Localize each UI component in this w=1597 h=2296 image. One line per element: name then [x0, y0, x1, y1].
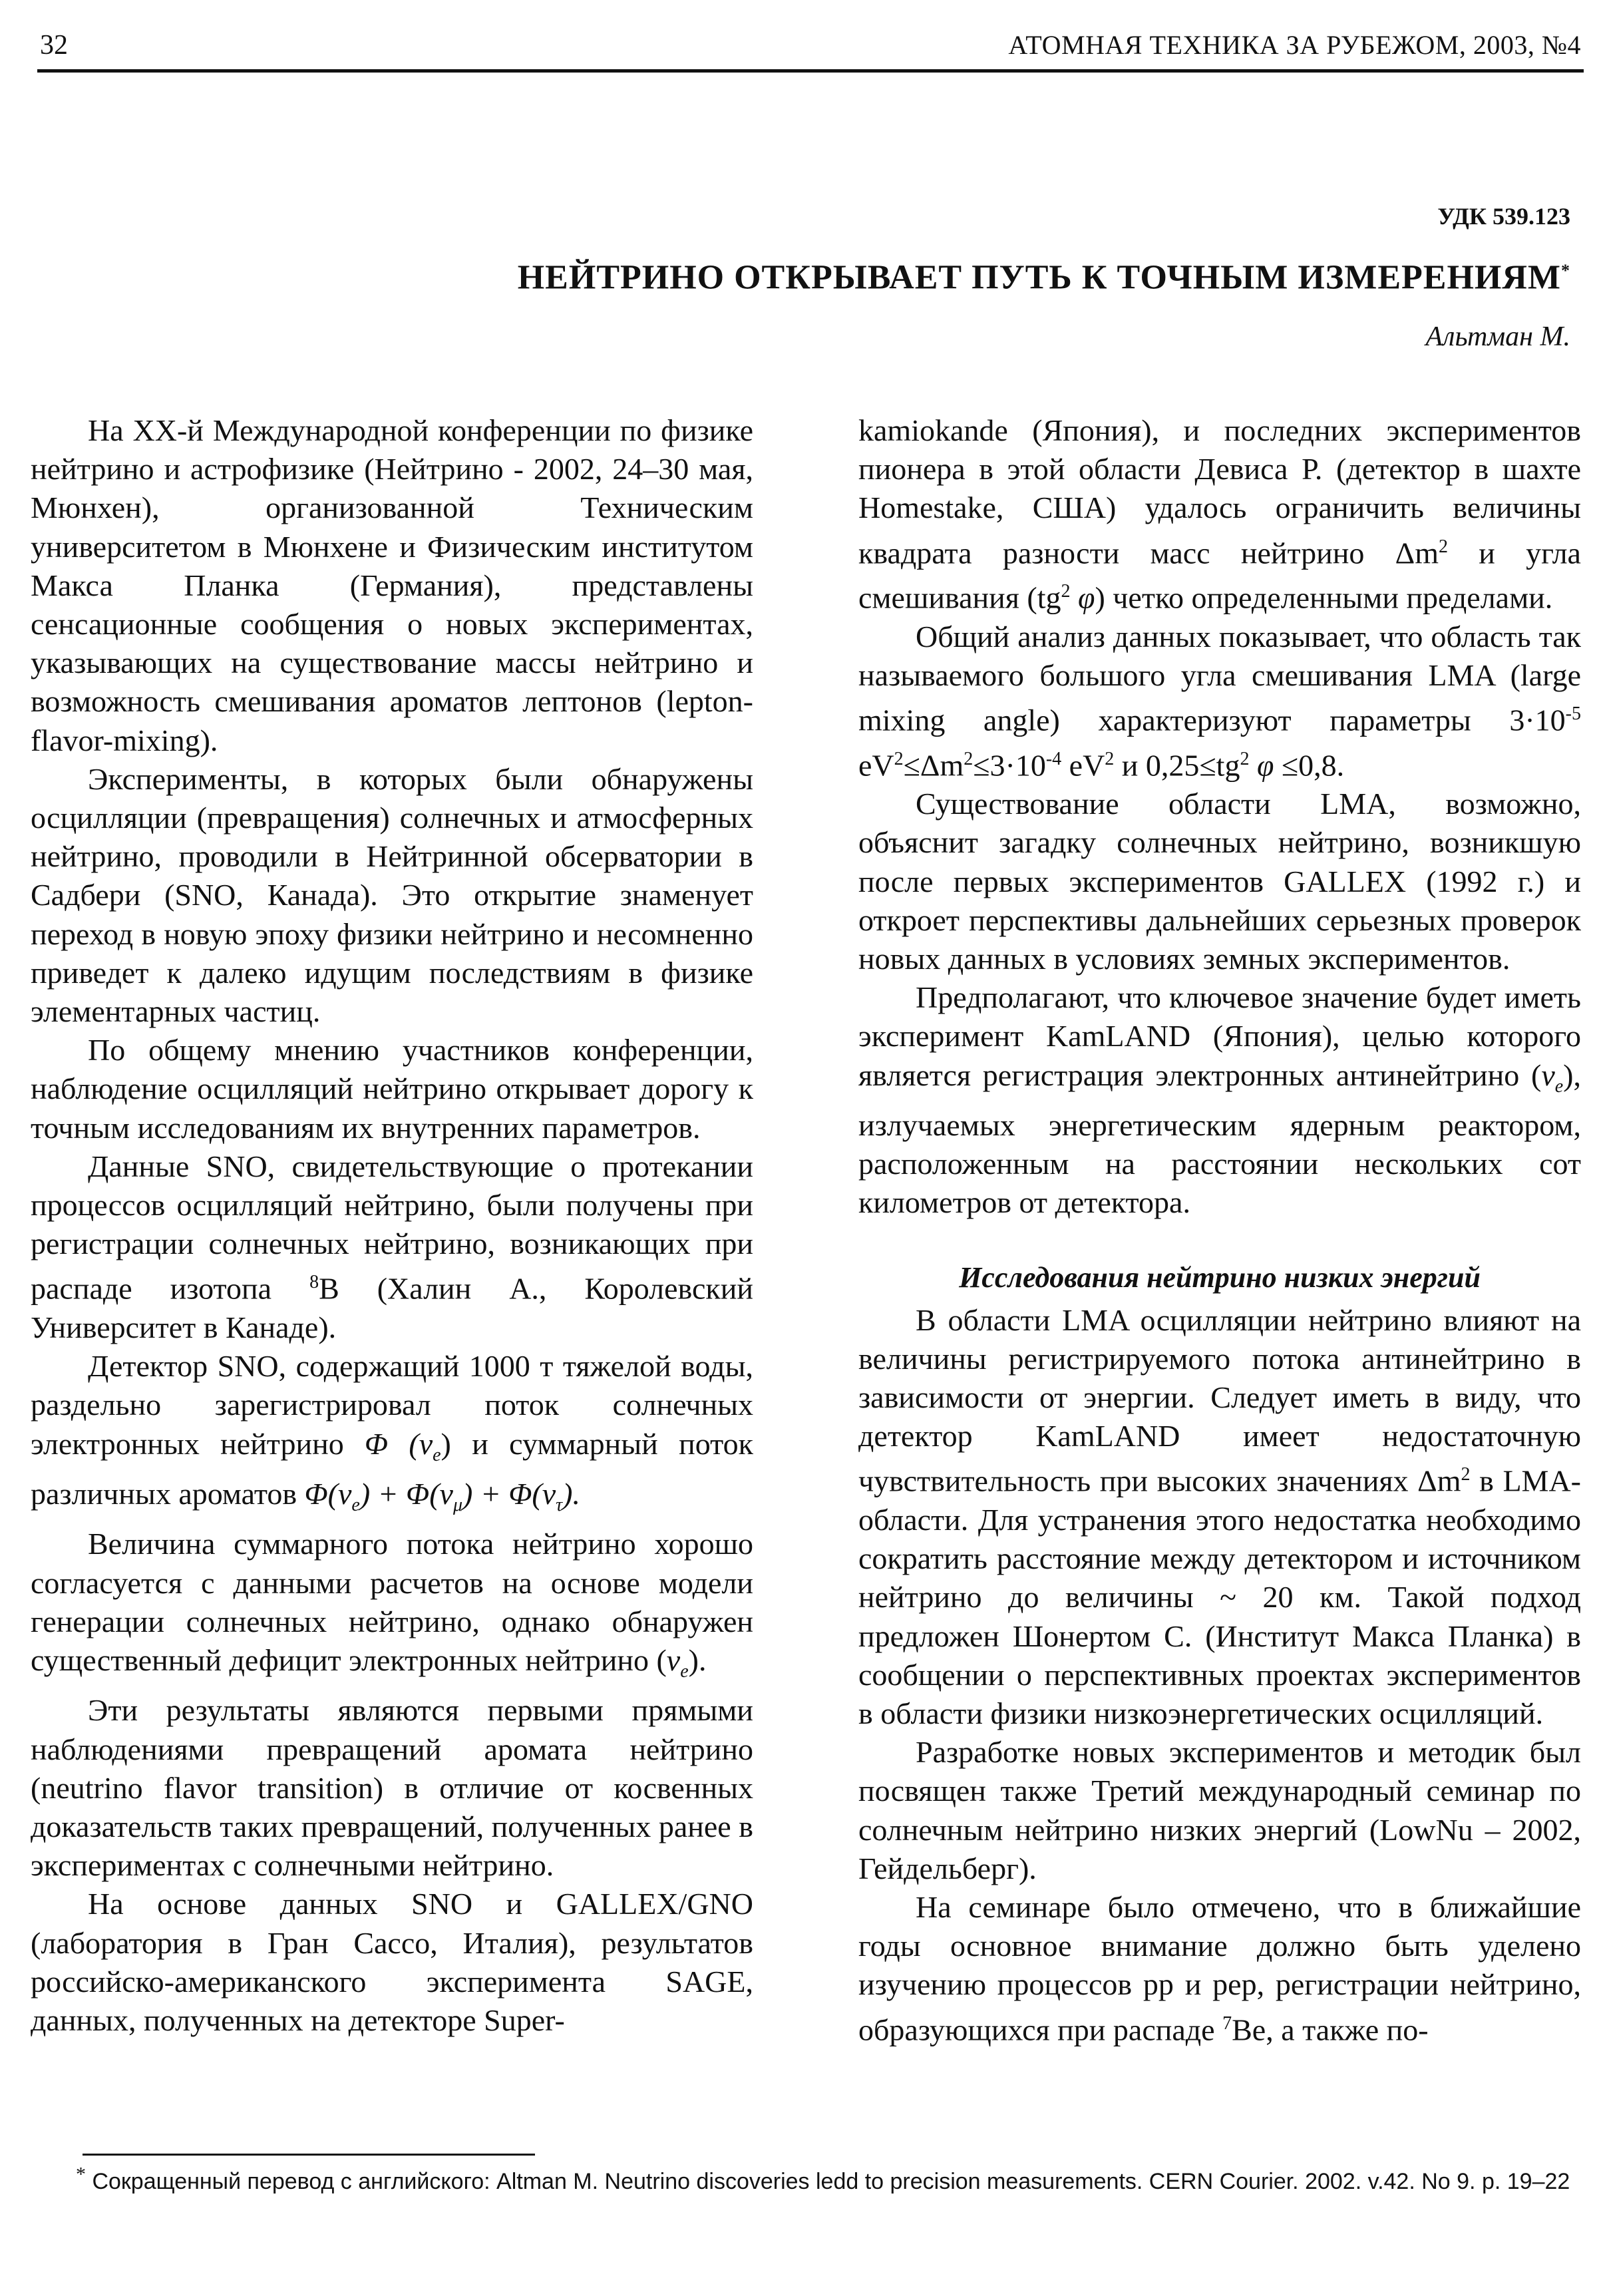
section-heading: Исследования нейтрино низких энергий — [959, 1260, 1481, 1294]
subscript: e — [433, 1444, 441, 1465]
flux-formula: Φ(ν — [304, 1477, 352, 1511]
neutrino-symbol: ν — [666, 1643, 681, 1677]
left-column — [31, 411, 753, 2040]
text-run: и угла смешивания (tg — [858, 535, 1581, 615]
text-run: ). — [688, 1643, 707, 1677]
title-footnote-mark: * — [1561, 261, 1570, 280]
subscript: e — [680, 1661, 689, 1682]
superscript: 2 — [1061, 581, 1071, 602]
angle-symbol: φ — [1070, 580, 1095, 615]
superscript: 2 — [1240, 748, 1250, 769]
paragraph — [31, 1147, 753, 1347]
text-run: ) четко определенными пределами. — [1095, 580, 1553, 615]
footnote-text: Сокращенный перевод с английского: Altman M. Neutrino discoveries ledd to precision measurements. CERN Courier. 2002. v.42. No 9. p. 19–22 — [92, 2169, 1570, 2194]
isotope-mass-number: 8 — [309, 1272, 319, 1293]
article-author: Альтман М. — [1425, 321, 1570, 352]
right-column — [858, 411, 1581, 2049]
text-run: eV — [858, 747, 894, 782]
paragraph: Эти результаты являются первыми прямыми наблюдениями превращений аромата нейтрино (neutrino flavor transition) в отличие от косвенных доказательств таких превращений, полученных ранее в экспериментах с солнечными нейтрино. — [31, 1693, 753, 1883]
text-run: ), излучаемых энергетическим ядерным реактором, расположенным на расстоянии нескольких сот километров от детектора. — [858, 1057, 1581, 1220]
text-run: Величина суммарного потока нейтрино хорошо согласуется с данными расчетов на основе модели генерации солнечных нейтрино, однако обнаружен существенный дефицит электронных нейтрино ( — [31, 1527, 753, 1677]
neutrino-symbol: ν — [1541, 1057, 1555, 1092]
subscript: μ — [452, 1495, 462, 1516]
footnote-mark: * — [76, 2163, 86, 2186]
paragraph — [858, 411, 1581, 618]
text-run: На семинаре было отмечено, что в ближайшие годы основное внимание должно быть уделено изучению процессов pp и pep, регистрации нейтрино, образующихся при распаде — [858, 1889, 1581, 2046]
text-run: ≤Δm — [903, 747, 964, 782]
angle-symbol: φ — [1249, 747, 1274, 782]
subscript: e — [351, 1495, 360, 1516]
superscript: 2 — [964, 748, 974, 769]
paragraph — [858, 978, 1581, 1222]
superscript: 2 — [1461, 1464, 1471, 1485]
paragraph: На XX-й Международной конференции по физике нейтрино и астрофизике (Нейтрино - 2002, 24–30 мая, Мюнхен), организованной Техническим университетом в Мюнхене и Физическим институтом Макса Планка (Германия), представлены сенсационные сообщения о новых экспериментах, указывающих на существование массы нейтрино и возможность смешивания ароматов лептонов (lepton-flavor-mixing). — [31, 413, 753, 757]
article-title — [518, 248, 1570, 301]
superscript: 2 — [1438, 536, 1448, 557]
paragraph — [858, 1888, 1581, 2049]
article-title-text: НЕЙТРИНО ОТКРЫВАЕТ ПУТЬ К ТОЧНЫМ ИЗМЕРЕНИЯМ — [517, 258, 1561, 297]
subscript: e — [1554, 1075, 1564, 1097]
text-run: в LMA-области. Для устранения этого недостатка необходимо сократить расстояние между детектором и источником нейтрино до величины ~ 20 км. Такой подход предложен Шонертом С. (Институт Макса Планка) в сообщении о перспективных проектах экспериментов в области физики низкоэнергетических осцилляций. — [858, 1463, 1581, 1730]
paragraph: Существование области LMA, возможно, объяснит загадку солнечных нейтрино, возникшую после первых экспериментов GALLEX (1992 г.) и откроет перспективы дальнейших серьезных проверок новых данных в условиях земных экспериментов. — [858, 787, 1581, 976]
paragraph — [31, 1347, 753, 1525]
flux-formula: ) + Φ(ν — [359, 1477, 453, 1511]
text-run: Общий анализ данных показывает, что область так называемого большого угла смешивания LMA (large mixing angle) характеризуют параметры 3·10 — [858, 619, 1581, 737]
text-run: eV — [1061, 747, 1105, 782]
paragraph — [858, 618, 1581, 785]
flux-symbol: Φ (ν — [365, 1426, 433, 1461]
text-run: ) и суммарный поток различных ароматов — [31, 1426, 753, 1511]
udk-code: УДК 539.123 — [1437, 203, 1570, 230]
footnote-divider — [83, 2154, 535, 2156]
page-header — [40, 25, 1581, 65]
header-divider — [37, 69, 1584, 73]
subscript: τ — [556, 1495, 563, 1516]
page-number: 32 — [40, 30, 68, 61]
text-run: Данные SNO, свидетельствующие о протекании процессов осцилляций нейтрино, были получены при регистрации солнечных нейтрино, возникающих при распаде изотопа — [31, 1149, 753, 1306]
flux-formula: ) + Φ(ν — [462, 1477, 556, 1511]
paragraph: Эксперименты, в которых были обнаружены осцилляции (превращения) солнечных и атмосферных нейтрино, проводили в Нейтринной обсерватории в Садбери (SNO, Канада). Это открытие знаменует переход в новую эпоху физики нейтрино и несомненно приведет к далеко идущим последствиям в физике элементарных частиц. — [31, 761, 753, 1029]
paragraph: Разработке новых экспериментов и методик был посвящен также Третий международный семинар по солнечным нейтрино низких энергий (LowNu – 2002, Гейдельберг). — [858, 1735, 1581, 1885]
text-run: В области LMA осцилляции нейтрино влияют на величины регистрируемого потока антинейтрино в зависимости от энергии. Следует иметь в виду, что детектор KamLAND имеет недостаточную чувствительность при высоких значениях Δm — [858, 1302, 1581, 1498]
isotope-mass-number: 7 — [1222, 2012, 1232, 2034]
superscript: 2 — [894, 748, 904, 769]
paragraph: На основе данных SNO и GALLEX/GNO (лаборатория в Гран Сассо, Италия), результатов российско-американского эксперимента SAGE, данных, полученных на детекторе Super- — [31, 1887, 753, 2038]
superscript: -4 — [1045, 748, 1062, 769]
text-run: и 0,25≤tg — [1114, 747, 1240, 782]
superscript: 2 — [1105, 748, 1115, 769]
superscript: -5 — [1565, 703, 1581, 725]
text-run: ≤3·10 — [973, 747, 1046, 782]
flux-formula: ). — [562, 1477, 580, 1511]
paragraph — [31, 1525, 753, 1691]
text-run: Be, а также по- — [1232, 2012, 1429, 2046]
journal-title: АТОМНАЯ ТЕХНИКА ЗА РУБЕЖОМ, 2003, №4 — [1008, 30, 1581, 60]
paragraph: По общему мнению участников конференции, наблюдение осцилляций нейтрино открывает дорогу к точным исследованиям их внутренних параметров. — [31, 1033, 753, 1145]
text-run: kamiokande (Япония), и последних экспериментов пионера в этой области Девиса Р. (детектор в шахте Homestake, США) удалось ограничить величины квадрата разности масс нейтрино Δm — [858, 413, 1581, 570]
footnote — [37, 2163, 1581, 2198]
text-run: Детектор SNO, содержащий 1000 т тяжелой воды, раздельно зарегистрировал поток солнечных электронных нейтрино — [31, 1349, 753, 1461]
text-run: Предполагают, что ключевое значение будет иметь эксперимент KamLAND (Япония), целью которого является регистрация электронных антинейтрино ( — [858, 980, 1581, 1092]
paragraph — [858, 1301, 1581, 1734]
text-run: ≤0,8. — [1274, 747, 1345, 782]
text-run: B (Халин А., Королевский Университет в Канаде). — [31, 1271, 753, 1344]
